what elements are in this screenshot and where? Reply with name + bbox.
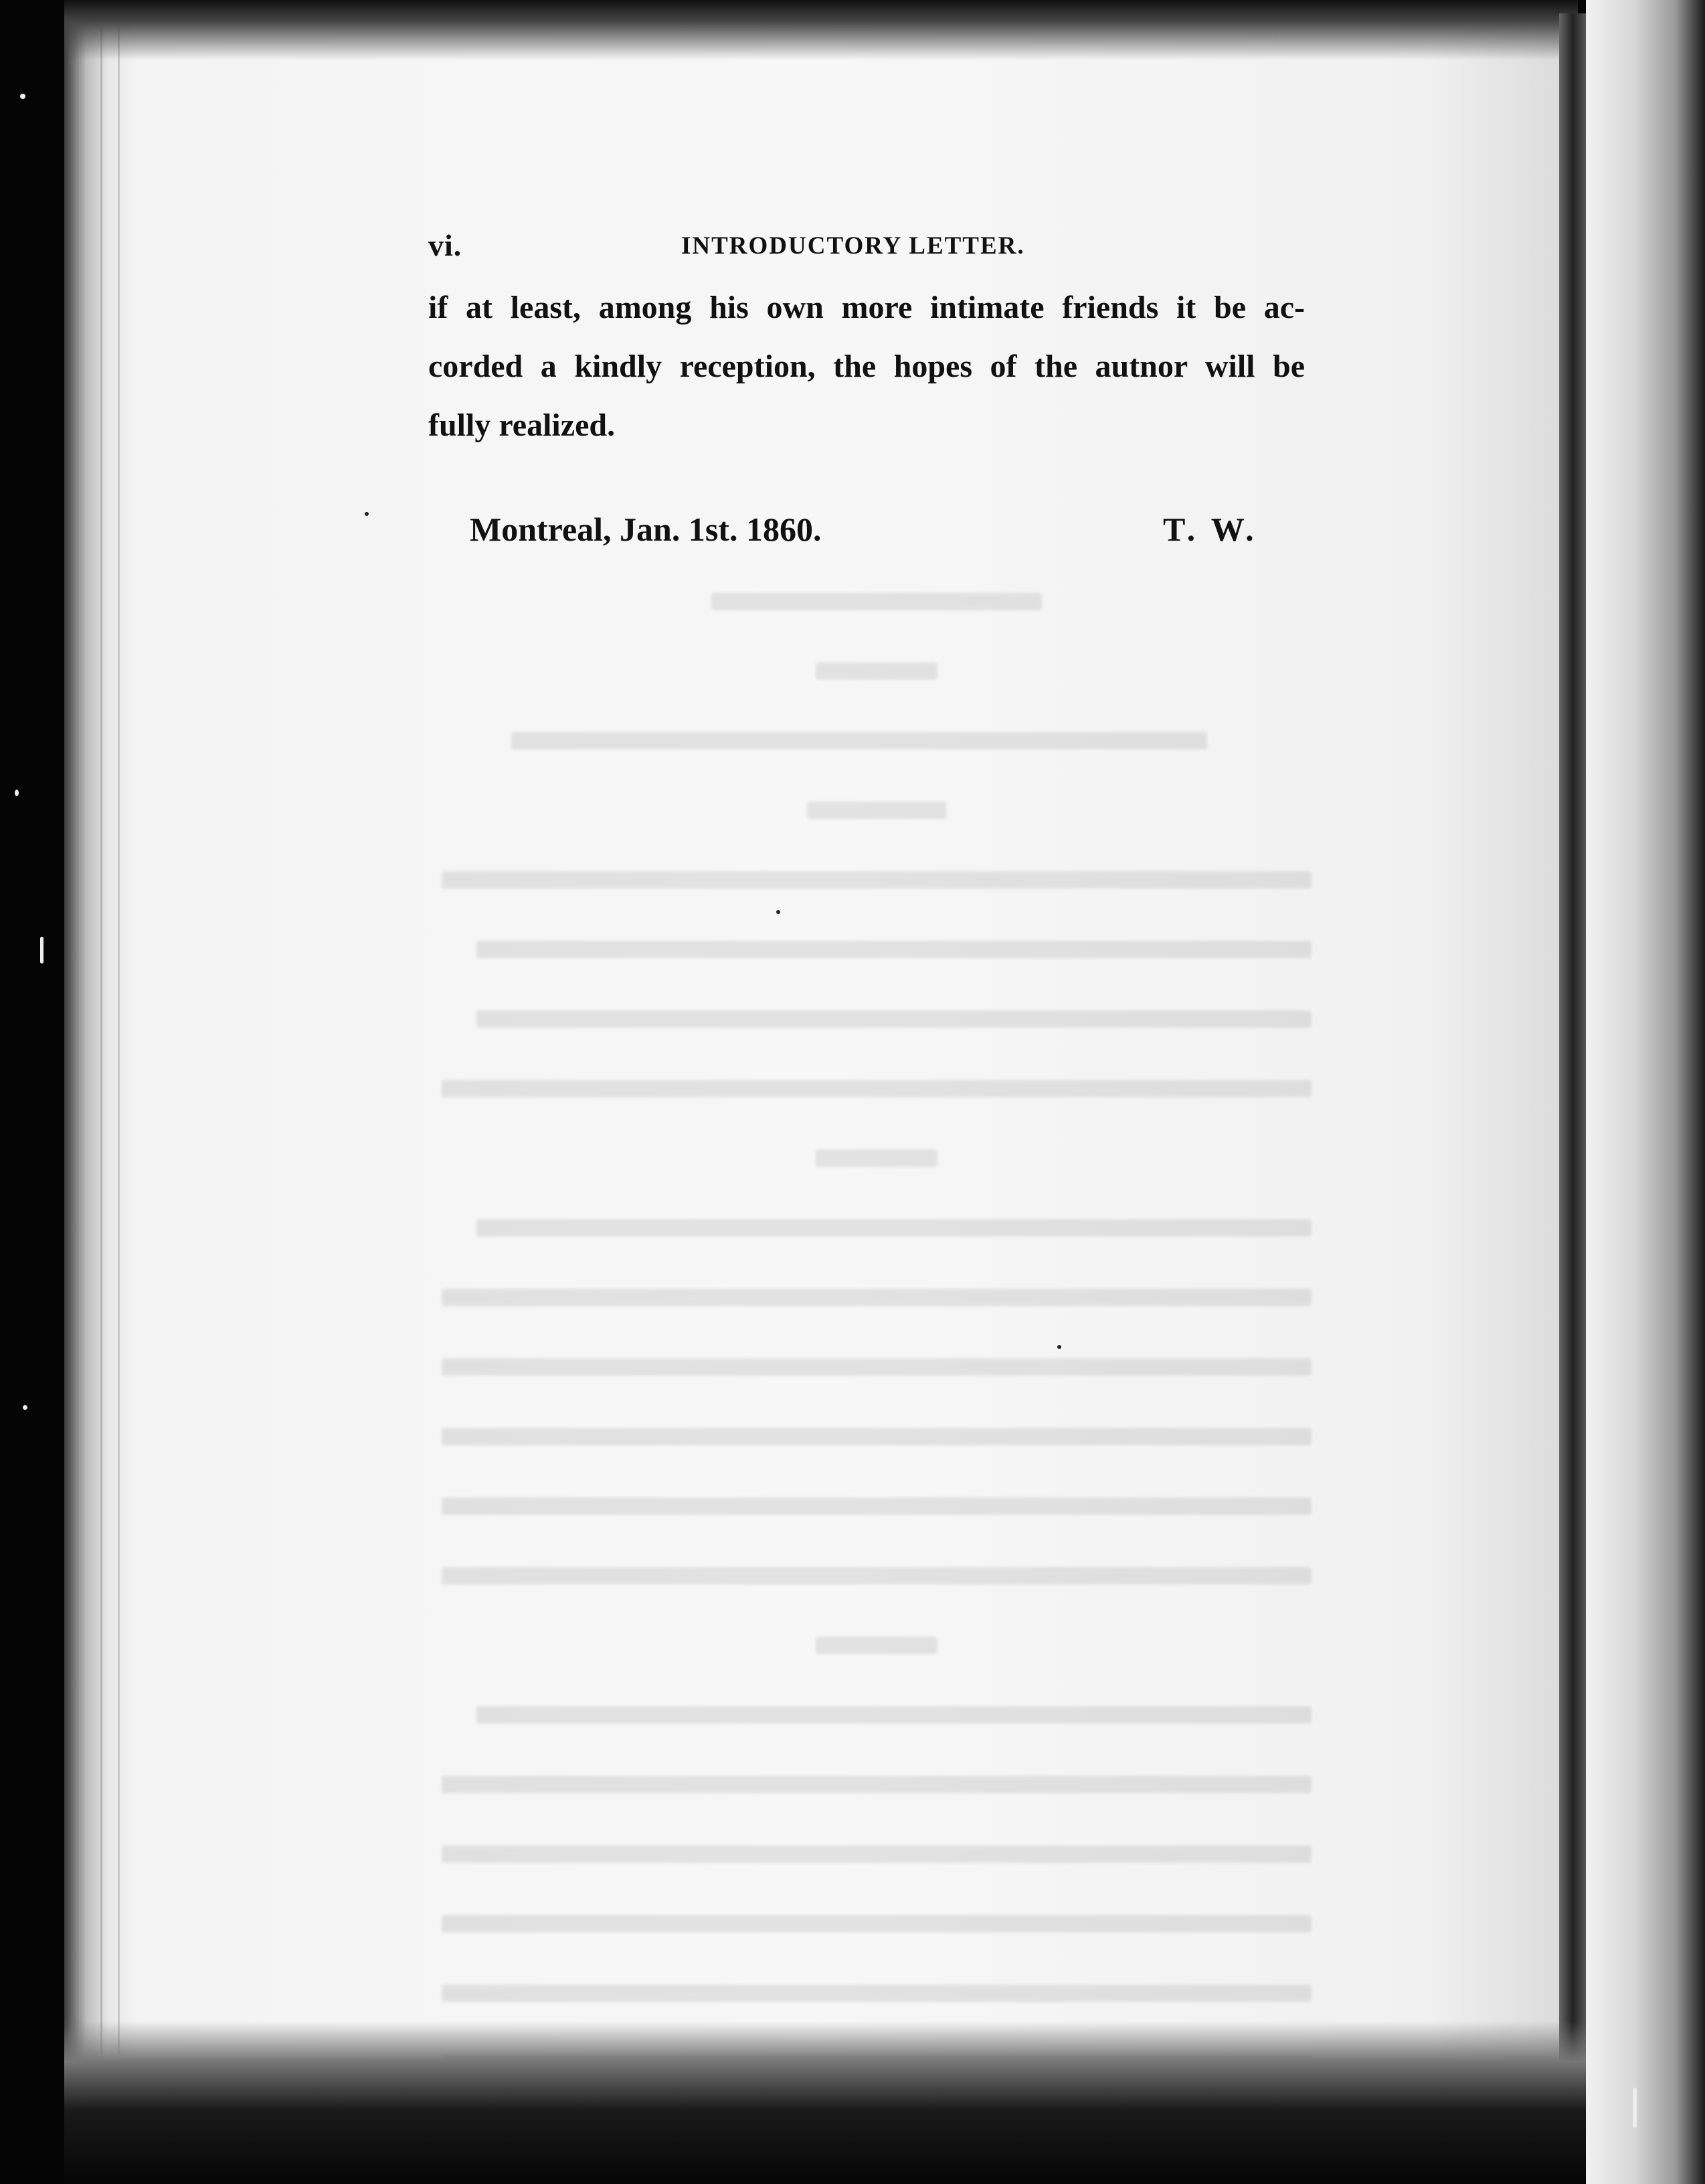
scan-speck	[40, 937, 43, 964]
scan-speck	[1633, 2088, 1637, 2128]
body-line: fully realized.	[428, 407, 616, 443]
page-number: vi.	[428, 228, 462, 262]
scan-speck	[20, 94, 25, 99]
gutter-line	[100, 27, 102, 2054]
scan-speck	[365, 512, 369, 516]
body-paragraph	[428, 278, 1305, 455]
scan-speck	[1057, 1345, 1061, 1349]
scan-speck	[15, 790, 19, 796]
gutter-line	[79, 27, 81, 2054]
body-line: corded a kindly reception, the hopes of the autnor will be	[428, 349, 1305, 384]
reverse-page-show-through	[442, 575, 1312, 1713]
binding-edge	[1559, 13, 1586, 2068]
closing-line	[428, 510, 1305, 557]
page-text	[428, 227, 1305, 557]
facing-page-edge	[1586, 0, 1705, 2184]
running-head-title: INTRODUCTORY LETTER.	[681, 232, 1025, 260]
page-top-shadow	[64, 0, 1578, 60]
scan-speck	[23, 1405, 27, 1410]
dateline: Montreal, Jan. 1st. 1860.	[470, 511, 822, 548]
author-initials: T. W.	[1163, 511, 1258, 548]
page-bottom-shadow	[64, 2021, 1586, 2184]
body-line: if at least, among his own more intimate friends it be ac-	[428, 290, 1305, 325]
gutter-line	[118, 27, 120, 2054]
running-head	[428, 227, 1305, 274]
scan-speck	[776, 910, 780, 914]
